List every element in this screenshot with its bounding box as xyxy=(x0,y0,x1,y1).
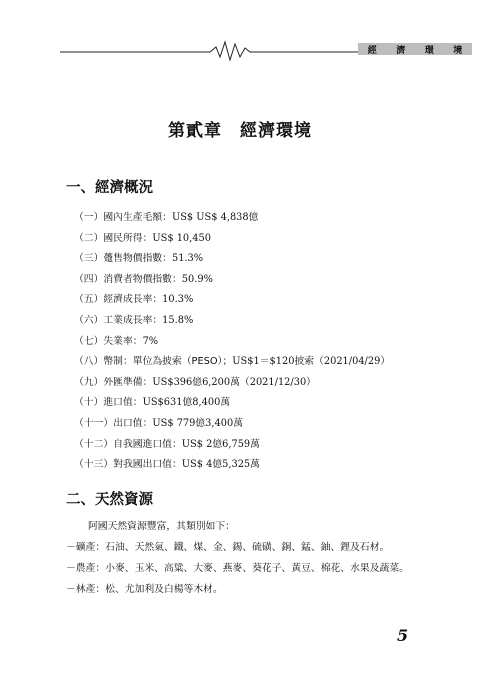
page-number: 5 xyxy=(397,626,409,645)
list-item: （六）工業成長率：15.8% xyxy=(74,314,194,326)
header-char: 環 xyxy=(424,45,434,56)
resources-intro: 阿國天然資源豐富，其類別如下： xyxy=(88,521,235,532)
resource-line: －農產：小麥、玉米、高粱、大麥、燕麥、葵花子、黃豆、棉花、水果及蔬菜。 xyxy=(66,563,409,574)
resource-line: －礦產：石油、天然氣、鐵、煤、金、錫、硫磺、銅、錳、鈾、鋰及石材。 xyxy=(66,542,390,553)
list-item: （五）經濟成長率：10.3% xyxy=(74,294,194,306)
list-item: （二）國民所得：US$ 10,450 xyxy=(74,232,211,244)
list-item: （十）進口值：US$631億8,400萬 xyxy=(74,397,231,409)
list-item: （三）躉售物價指數：51.3% xyxy=(74,253,204,265)
list-item: （十三）對我國出口值：US$ 4億5,325萬 xyxy=(74,459,260,471)
list-item: （十一）出口值：US$ 779億3,400萬 xyxy=(74,417,244,429)
list-item: （七）失業率：7% xyxy=(74,335,159,347)
ekg-line-icon xyxy=(60,38,360,62)
section-heading-economy: 一、經濟概況 xyxy=(66,179,153,196)
header-label xyxy=(358,43,472,55)
section-heading-resources: 二、天然資源 xyxy=(66,491,153,508)
header-char: 濟 xyxy=(396,45,406,56)
list-item: （八）幣制：單位為披索（PESO）；US$1＝$120披索（2021/04/29） xyxy=(74,356,391,368)
resources-block xyxy=(66,516,466,600)
header-char: 境 xyxy=(453,45,463,56)
list-item: （九）外匯準備：US$396億6,200萬（2021/12/30） xyxy=(74,376,316,388)
list-item: （一）國內生產毛額：US$ US$ 4,838億 xyxy=(74,212,259,223)
header-char: 經 xyxy=(367,45,377,56)
economy-list xyxy=(74,208,454,476)
list-item: （四）消費者物價指數：50.9% xyxy=(74,273,213,285)
running-header xyxy=(60,38,463,62)
list-item: （十二）自我國進口值：US$ 2億6,759萬 xyxy=(74,438,260,450)
chapter-title: 第貳章 經濟環境 xyxy=(168,121,312,141)
resource-line: －林產：松、尤加利及白楊等木材。 xyxy=(66,584,223,595)
